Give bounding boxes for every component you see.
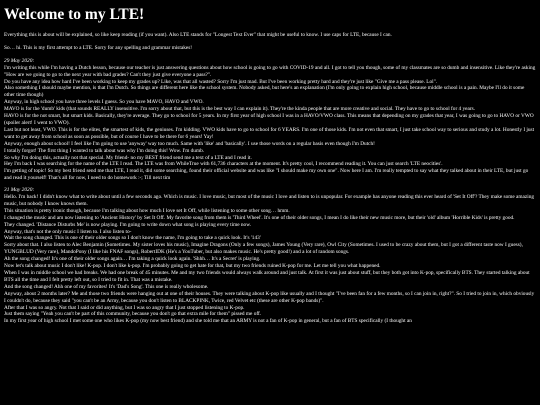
entry-paragraph: I'm writing this while I'm having a Dutch lesson, because our teacher is just answering questions about how school is going to go with COVID-19 and all. I got to tell you though, some of my classmates are so dumb and insensitive. Like they're asking "How are we going to go to the next year with bad grades? Can't they just give everyone a pass?". bbox=[4, 64, 536, 78]
entry-paragraph: They changed. 'Distance Disturbs Me' is now playing. I'm going to write down what song is playing every time now. bbox=[4, 221, 252, 228]
entry-paragraph: Now let's talk about music I don't like! K-pop. I don't like k-pop. I'm probably going to get hate for that, but my two friends ruined K-pop for me. Let me tell you what happened. bbox=[4, 263, 381, 270]
page-title: Welcome to my LTE! bbox=[4, 6, 145, 23]
entry-paragraph: I totally forgot! The first thing I wanted to talk about was why I'm doing this! Wow. I'm dumb. bbox=[4, 147, 205, 154]
entry-paragraph: Anyway, about 2 months later? Me and those two friends were hanging out at one of their houses. They were talking about K-pop like usually and I thought "I've been fan for a few months, so I can join in, right?". So I tried to join in, which obviously I couldn't do, because they said "you can't be an Army, because you don't listen to BLACKPINK, Twice, red Velvet etc (these are other K-pop bands)". bbox=[4, 290, 535, 304]
entry-paragraph: MAVO is for the 'dumb' kids (that sounds REALLY insensitive. I'm sorry about that, but this is the best way I can explain it). They're the kinda people that are more creative and social. They have to go to school for 4 years. bbox=[4, 106, 476, 113]
entry-paragraph: Wait the song changed. This is one of their older songs so I don't know the name, I'm going to take a quick look. It's '143' bbox=[4, 235, 261, 242]
entry-date: 31 May 2020: bbox=[4, 187, 35, 194]
entry-paragraph: Also something I should maybe mention, is that I'm Dutch. So things are different here like the school system. Nobody asked, but here's an explanation (I'm only going to explain high school, because middle school is a pain. Maybe I'll do it some other time though) bbox=[4, 85, 525, 99]
entry-paragraph: I changed the music and am now listening to 'Ancient History' by Set It Off. My favorite song from them is 'Third Wheel'. It's one of their older songs, I mean I do like their new music more, but their 'old' album 'Horrible Kids' is pretty good. bbox=[4, 214, 515, 221]
entry-paragraph: Anyway, enough about school! I feel like I'm going to use 'anyway' way too much. Same with 'like' and 'basically'. I use those words on a regular basis even though I'm Dutch! bbox=[4, 140, 375, 147]
entry-paragraph: This situation is pretty ironic though, because I'm talking about how much I love set It Off, while listening to some other song… hmm. bbox=[4, 207, 290, 214]
entry-paragraph: When I was in middle school we had breaks. We had one break of 45 minutes. Me and my two friends would always walk around and just talk. At first it was just about stuff, but they both got into K-pop, specifically BTS. They started talking about BTS all the time and I felt pretty left out, so I tried to fit in. That was a mistake. bbox=[4, 270, 530, 283]
intro bbox=[4, 32, 536, 52]
entry-paragraph: Do you have any idea how hard I've been working to keep my grades up? Like, was that all wasted? Sorry I'm just mad. But I've been working pretty hard and they're just like "Give me a pass please. Lol". bbox=[4, 78, 438, 85]
entry-paragraph: After that I was so angry. Not that I said or did anything, but I was so angry that I just stopped listening to K-pop. bbox=[4, 304, 245, 311]
entry-paragraph: Ah the song changed! It's one of their older songs again… I'm taking a quick look again. 'Shhh… It's a Secret' is playing. bbox=[4, 256, 261, 263]
intro-paragraph: Everything this is about will be explained, so like keep reading (if you want). Also LTE stands for "Longest Text Ever" that might be useful to know. I use caps for LTE, because I can. bbox=[4, 32, 392, 38]
entry-paragraph: Sorry about that. I also listen to Alec Benjamin (Sometimes. My sister loves his music), Imagine Dragons (Only a few songs), James Young (Very rare), Owl City (Sometimes. I used to be crazy about them, but I got a different taste now I guess), YUNGBLUD (Very rare), MandoPony (I like his FNAF songs), RobertIDK (He's a YouTuber, but also makes music. He's pretty good!) and a lot of random songs. bbox=[4, 242, 523, 256]
entry-paragraph: Hey I'm back I was searching for the name of the LTE I read. The LTE was from WhileTrue with 61,736 characters at the moment. It's pretty cool, I recommend reading it. You can just search 'LTE neocities'. bbox=[4, 161, 443, 168]
entry-date: 29 May 2020: bbox=[4, 57, 35, 64]
entry-paragraph: Last but not least, VWO. This is for the elites, the smartest of kids, the geniuses. I'm kidding. VWO kids have to go to school for 6 YEARS. I'm one of those kids. I'm not even that smart, I just take school way to serious and study a lot. Honestly I just want to get away from school as soon as possible, but of course I have to be there for 6 years! Yay! bbox=[4, 126, 535, 140]
journal-entry bbox=[4, 58, 536, 182]
entry-paragraph: Just them saying "Yeah you can't be part of this community, because you don't go that extra mile for them" pissed me off. bbox=[4, 311, 262, 318]
entry-paragraph: I'm getting of topic! So my best friend send me that LTE, I read it, did some searching, found their official website and was like "I should make my own one". Now here I am. I'm really tempted to say what they talked about in their LTE, but just go and read it yourself! That's all for now, I need to do homework :-; Till next tim bbox=[4, 168, 529, 182]
entry-paragraph: And the song changed! Ahh one of my favorites! It's 'Dad's Song'. This one is really wholesome. bbox=[4, 283, 209, 290]
entry-paragraph: Hello. I'm back! I didn't know what to write about until a few seconds ago. Which is music. I love music, but most of the music I love and listen to is unpopular. For example has anyone reading this ever heard of 'Set It Off'? They make some amazing music, but nobody I know knows them. bbox=[4, 194, 534, 207]
journal-entry bbox=[4, 187, 536, 325]
entry-paragraph: Anyway, in high school you have three levels I guess. So you have MAVO, HAVO and VWO. bbox=[4, 99, 204, 106]
intro-paragraph: So… hi. This is my first attempt to a LTE. Sorry for any spelling and grammar mistakes! bbox=[4, 44, 193, 51]
entry-paragraph: Anyway, that's not the only music I listen to. I also listen to- bbox=[4, 228, 132, 235]
entry-paragraph: So why I'm doing this, actually not that special. My friend- no my BEST friend send me a text of a LTE and I read it. bbox=[4, 154, 252, 161]
entry-paragraph: In my first year of high school I met some one who likes K-pop (my now best friend) and she told me that an ARMY is not a fan of K-pop in general, but a fan of BTS specifically (I thought an bbox=[4, 318, 412, 325]
entry-paragraph: HAVO is for the not smart, but smart kids. Basically, they're average. They go to school for 5 years. In my first year of high school I was in a HAVO/VWO class. This means that depending on my grades that year, I was going to go to HAVO or VWO (spoiler alert! I went to VWO). bbox=[4, 113, 534, 126]
